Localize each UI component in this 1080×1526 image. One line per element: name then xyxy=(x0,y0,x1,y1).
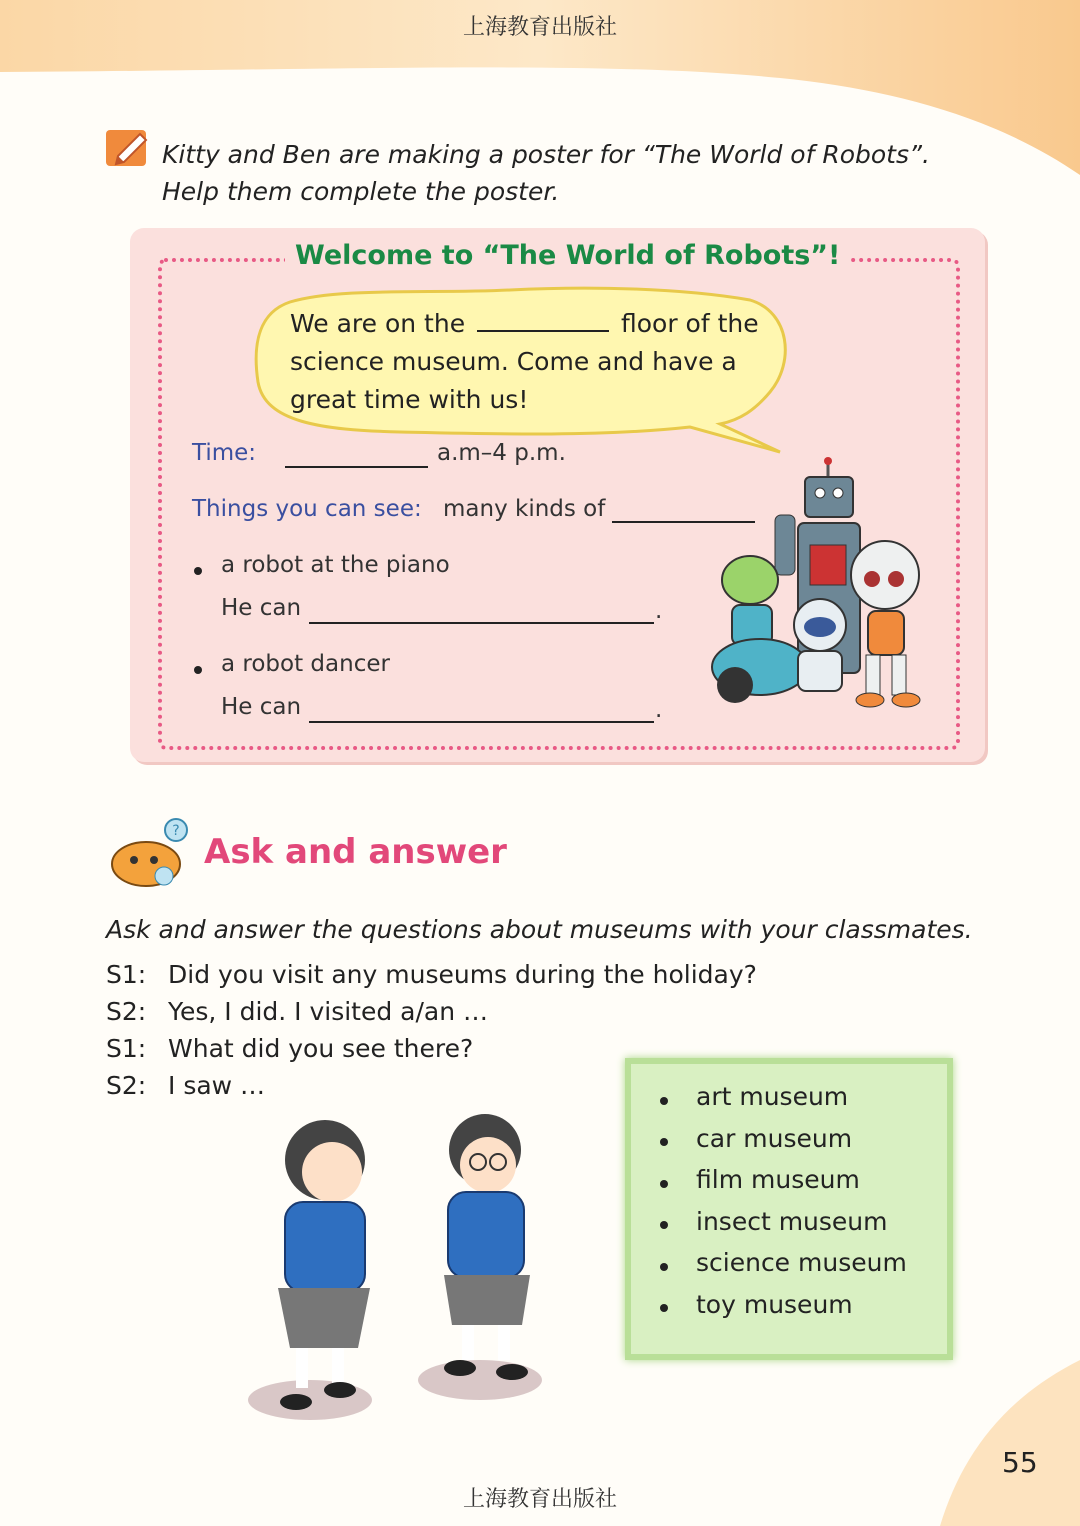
dialogue-text: Did you visit any museums during the holiday? xyxy=(168,960,757,989)
poster-title: Welcome to “The World of Robots”! xyxy=(285,240,850,271)
bullet-dot xyxy=(660,1221,668,1229)
activity-intro-line1: Kitty and Ben are making a poster for “The World of Robots”. xyxy=(162,140,930,169)
item2-blank[interactable] xyxy=(309,721,654,723)
students-illustration xyxy=(240,1110,580,1430)
header-publisher: 上海教育出版社 xyxy=(462,15,617,40)
museum-name: toy museum xyxy=(696,1289,853,1319)
museum-list-item xyxy=(660,1207,907,1249)
activity-intro-line2: Help them complete the poster. xyxy=(162,177,560,206)
museum-list-item xyxy=(660,1082,907,1124)
museum-list xyxy=(660,1082,907,1331)
museum-list-item xyxy=(660,1165,907,1207)
bullet-dot xyxy=(660,1263,668,1271)
dialogue-line xyxy=(106,956,757,993)
dialogue-speaker: S2: xyxy=(106,1071,147,1100)
bullet-dot xyxy=(194,666,202,674)
footer-publisher: 上海教育出版社 xyxy=(462,1487,617,1512)
bubble-text-part2: floor of the xyxy=(620,309,759,338)
dialogue-speaker: S1: xyxy=(106,960,147,989)
bullet-dot xyxy=(194,567,202,575)
item1-prompt: He can xyxy=(221,595,302,621)
bullet-dot xyxy=(660,1304,668,1312)
dialogue-line xyxy=(106,993,757,1030)
cat-icon xyxy=(104,818,198,890)
poster-item1: a robot at the piano xyxy=(221,552,450,578)
speech-bubble-text xyxy=(290,305,770,419)
svg-text:?: ? xyxy=(172,823,180,839)
things-label: Things you can see: xyxy=(192,496,422,522)
time-suffix: a.m–4 p.m. xyxy=(437,440,566,466)
item2-period: . xyxy=(655,697,663,723)
page-number: 55 xyxy=(1002,1446,1038,1479)
bubble-text-line3: great time with us! xyxy=(290,385,529,414)
bullet-dot xyxy=(660,1180,668,1188)
museum-list-item xyxy=(660,1248,907,1290)
things-text: many kinds of xyxy=(443,496,606,522)
museum-list-item xyxy=(660,1290,907,1332)
dialogue-text: Yes, I did. I visited a/an … xyxy=(168,997,489,1026)
dialogue-speaker: S2: xyxy=(106,997,147,1026)
time-blank[interactable] xyxy=(285,466,428,468)
museum-list-item xyxy=(660,1124,907,1166)
poster-item2: a robot dancer xyxy=(221,651,390,677)
museum-name: art museum xyxy=(696,1082,849,1111)
museum-name: film museum xyxy=(696,1165,860,1194)
museum-name: insect museum xyxy=(696,1206,888,1236)
time-label: Time: xyxy=(192,440,257,466)
museum-name: science museum xyxy=(696,1248,907,1277)
bullet-dot xyxy=(660,1097,668,1105)
pencil-icon xyxy=(106,126,154,168)
dialogue-text: What did you see there? xyxy=(168,1034,474,1063)
museum-name: car museum xyxy=(696,1123,853,1153)
robots-illustration xyxy=(680,455,940,715)
item2-prompt: He can xyxy=(221,694,302,720)
dialogue-text: I saw … xyxy=(168,1071,266,1100)
dialogue-speaker: S1: xyxy=(106,1034,147,1063)
bubble-text-line2: science museum. Come and have a xyxy=(290,347,737,376)
bubble-text-part1: We are on the xyxy=(290,309,466,338)
section-title: Ask and answer xyxy=(204,832,507,872)
section-instruction: Ask and answer the questions about museums with your classmates. xyxy=(106,915,973,944)
bullet-dot xyxy=(660,1138,668,1146)
floor-blank[interactable] xyxy=(477,310,609,332)
item1-period: . xyxy=(655,598,663,624)
item1-blank[interactable] xyxy=(309,622,654,624)
